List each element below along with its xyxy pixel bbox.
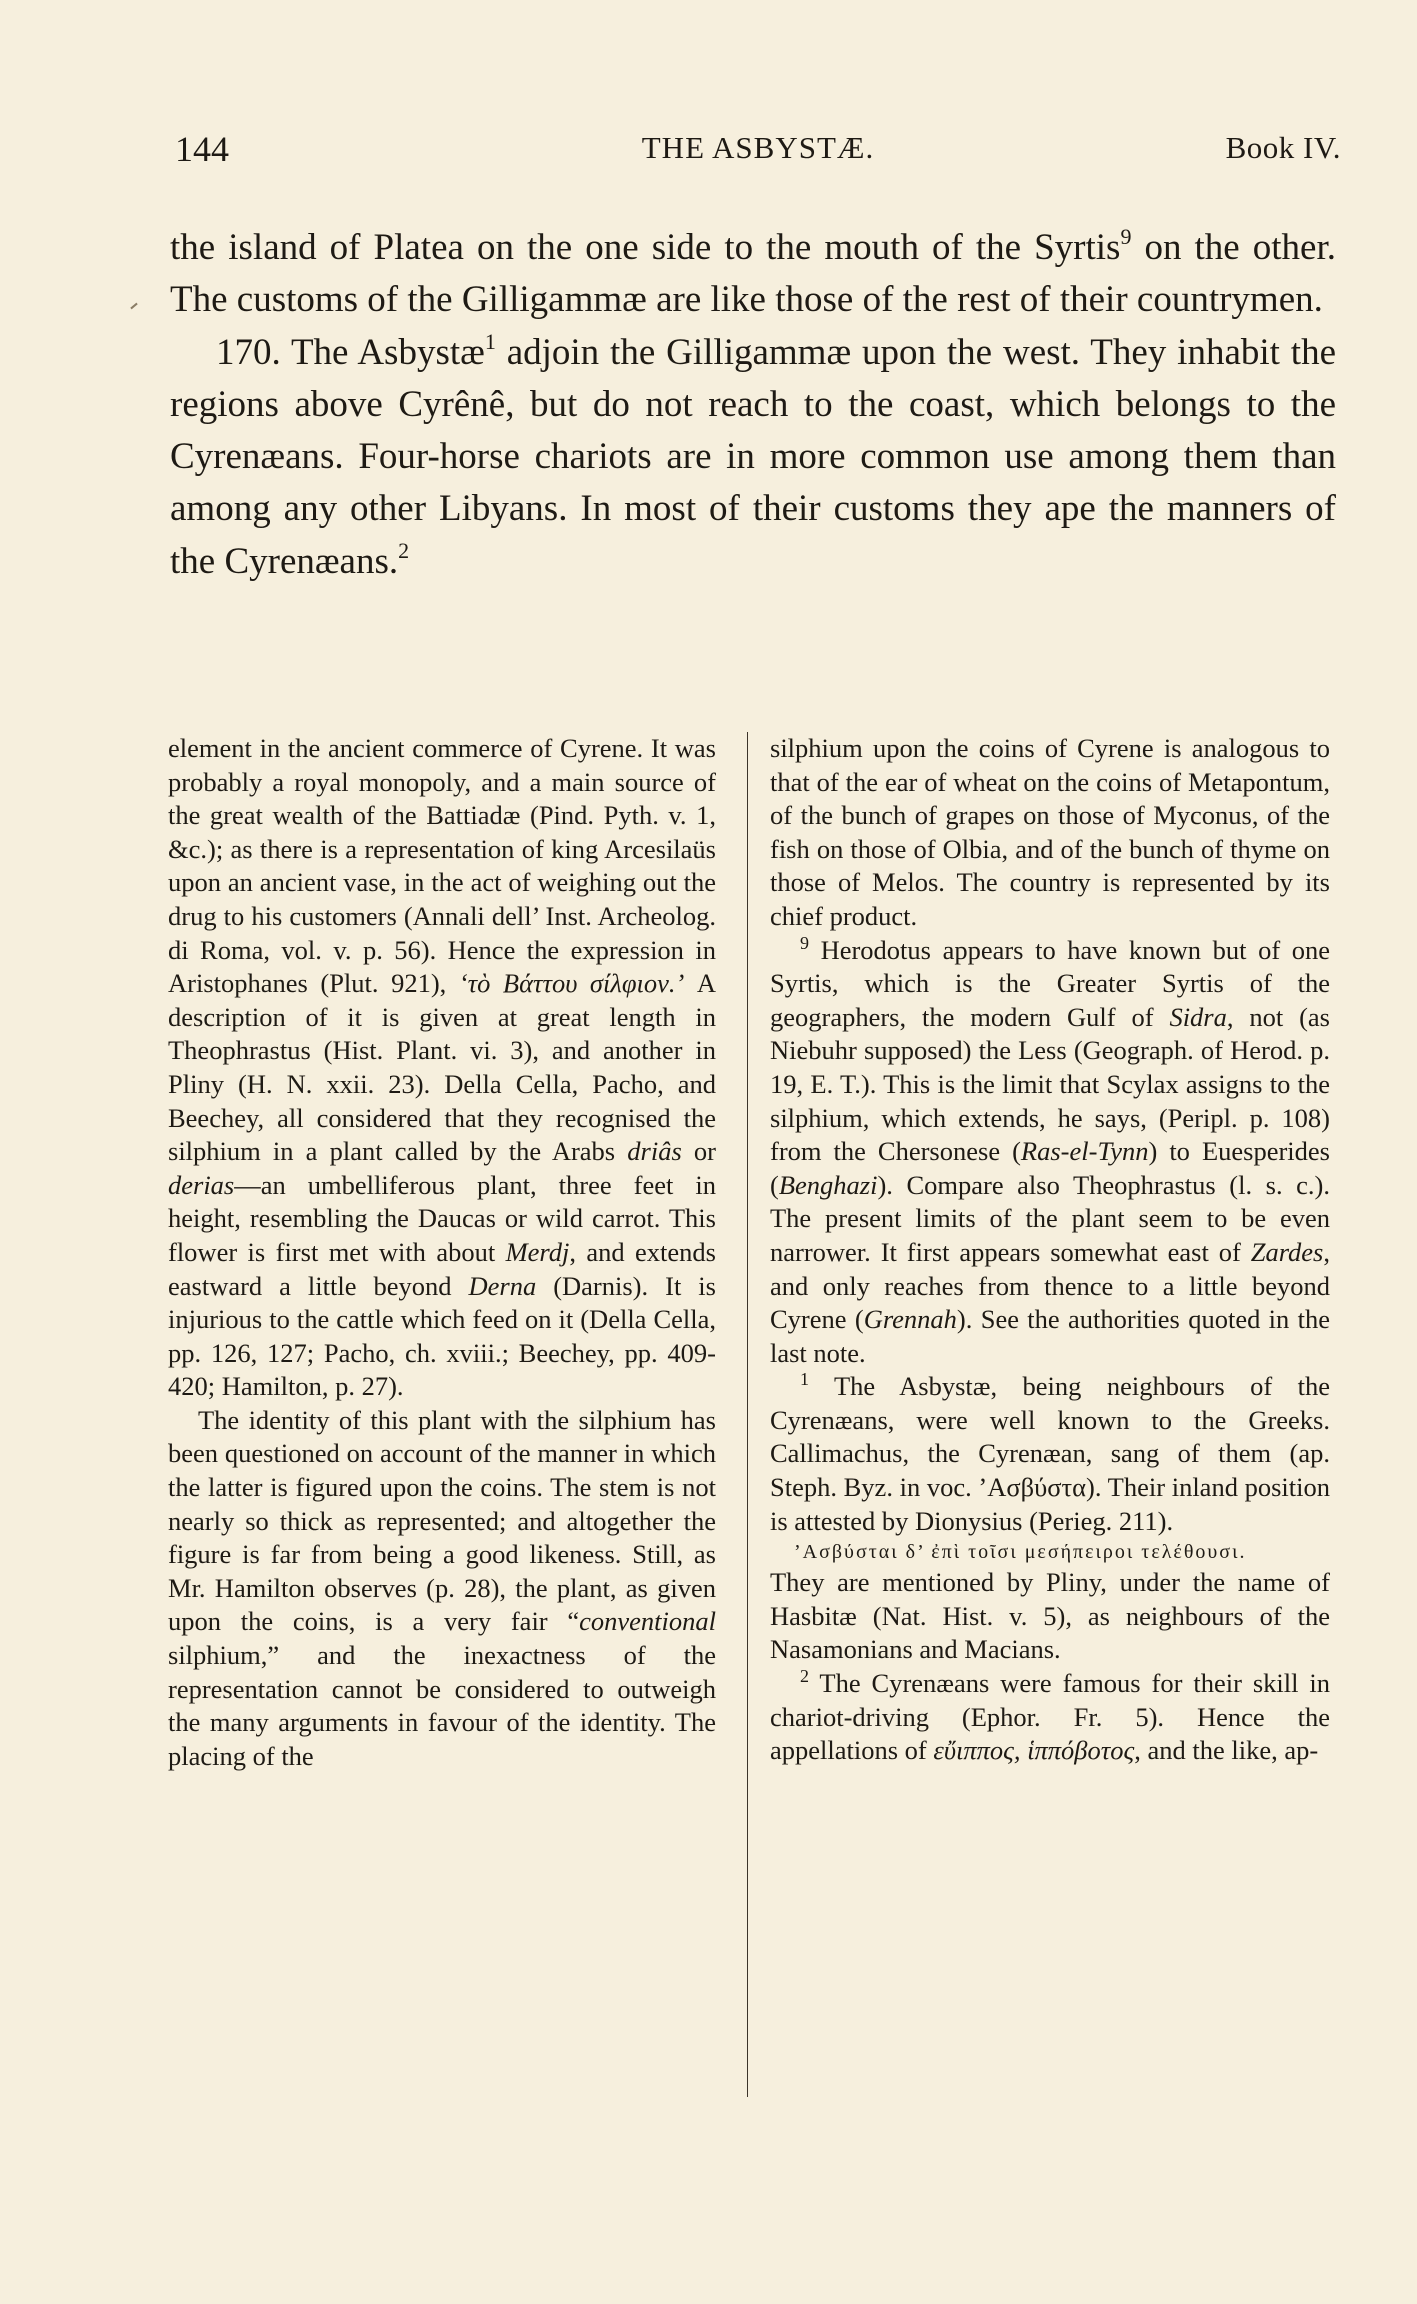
book-label: Book IV. [1225, 130, 1341, 165]
running-head [175, 130, 1341, 180]
text-run: A description of it is given at great length in Theophrastus (Hist. Plant. vi. 3), and another in Pliny (H. N. xxii. 23). Della Cella, Pacho, and Beechey, all considered that they recognised the silphium in a plant called by the Arabs [168, 968, 717, 1167]
text-run: adjoin the Gilligammæ upon the west. They inhabit the regions above Cyrênê, but do not reach to the coast, which belongs to the Cyrenæans. Four-horse chariots are in more common use among them than among any other Libyans. In most of their customs they ape the manners of the Cyrenæans. [170, 331, 1337, 582]
footnote-paragraph [168, 732, 716, 1404]
column-divider [747, 732, 748, 2097]
text-run: The Asbystæ, being neighbours of the Cyrenæans, were well known to the Greeks. Callimachus, the Cyrenæan, sang of them (ap. Steph. Byz. in voc. ’Ασβύστα). Their inland position is attested by Dionysius (Perieg. 211). [770, 1371, 1330, 1536]
footnote-paragraph [168, 1404, 716, 1774]
text-run: , and extends eastward a little beyond [168, 1236, 716, 1301]
text-run: The identity of this plant with the silphium has been questioned on account of the manner in which the latter is figured upon the coins. The stem is not nearly so thick as represented; and altogether the figure is far from being a good likeness. Still, as Mr. Hamilton observes (p. 28), the plant, as given upon the coins, is a very fair “ [168, 1404, 716, 1637]
footnote-paragraph [770, 1566, 1330, 1667]
text-run: ). See the authorities quoted in the last note. [770, 1304, 1330, 1368]
text-run: ). Compare also Theophrastus (l. s. c.). The present limits of the plant seem to be even narrower. It first appears somewhat east of [770, 1169, 1330, 1267]
text-run: the island of Platea on the one side to the mouth of the Syrtis [170, 227, 1121, 268]
italic-text: conventional [579, 1606, 716, 1637]
italic-text: Zardes [1250, 1236, 1324, 1267]
italic-text: εὔιππος, ἱππόβοτος [933, 1735, 1135, 1766]
footnotes [168, 732, 1334, 2112]
footnote-marker: 2 [800, 1666, 809, 1687]
text-run: 170. The Asbystæ [216, 331, 485, 373]
page-title: THE ASBYSTÆ. [641, 130, 875, 165]
text-run: ’Ασβύσται δ’ ἐπὶ τοῖσι μεσήπειροι τελέθουσι. [794, 1541, 1247, 1564]
footnote-marker: 9 [800, 932, 809, 953]
italic-text: driâs [627, 1136, 682, 1167]
text-run: ) to Euesperides ( [770, 1136, 1330, 1200]
text-run: , and the like, ap- [1134, 1735, 1319, 1766]
page-number: 144 [175, 129, 229, 169]
italic-text: ‘τὸ Βάττου σίλφιον.’ [458, 968, 685, 999]
footnote-paragraph [770, 732, 1330, 934]
main-paragraph-2 [170, 327, 1336, 588]
text-run: silphium upon the coins of Cyrene is analogous to that of the ear of wheat on the coins of Metapontum, of the bunch of grapes on those of Myconus, of the fish on those of Olbia, and of the bunch of thyme on those of Melos. The country is represented by its chief product. [770, 733, 1330, 931]
text-run: silphium,” and the inexactness of the representation cannot be considered to outweigh the many arguments in favour of the identity. The placing of the [168, 1640, 716, 1771]
text-run: (Darnis). It is injurious to the cattle which feed on it (Della Cella, pp. 126, 127; Pacho, ch. xviii.; Beechey, pp. 409-420; Hamilton, p. 27). [168, 1270, 716, 1402]
text-run: They are mentioned by Pliny, under the name of Hasbitæ (Nat. Hist. v. 5), as neighbours of the Nasamonians and Macians. [770, 1567, 1330, 1665]
footnote-paragraph [770, 934, 1330, 1371]
italic-text: derias [168, 1169, 235, 1200]
italic-text: Merdj [505, 1236, 570, 1267]
footnote-column-left [168, 732, 716, 1773]
footnote-marker: 1 [484, 328, 496, 354]
italic-text: Ras-el-Tynn [1020, 1136, 1149, 1167]
text-run: The Cyrenæans were famous for their skill in chariot-driving (Ephor. Fr. 5). Hence the appellations of [770, 1668, 1330, 1766]
text-run: or [681, 1136, 716, 1167]
text-run: Herodotus appears to have known but of one Syrtis, which is the Greater Syrtis of the geographers, the modern Gulf of [770, 934, 1330, 1032]
margin-mark [130, 303, 137, 310]
footnote-marker: 9 [1120, 224, 1132, 249]
footnote-marker: 1 [800, 1369, 809, 1390]
italic-text: Benghazi [778, 1169, 878, 1200]
footnote-column-right [770, 732, 1330, 1768]
main-paragraph-1 [170, 222, 1336, 327]
text-run: element in the ancient commerce of Cyrene. It was probably a royal monopoly, and a main source of the great wealth of the Battiadæ (Pind. Pyth. v. 1, &c.); as there is a representation of king Arcesilaüs upon an ancient vase, in the act of weighing out the drug to his customers (Annali dell’ Inst. Archeolog. di Roma, vol. v. p. 56). Hence the expression in Aristophanes (Plut. 921), [168, 733, 716, 999]
text-run: on the other. The customs of the Gilligammæ are like those of the rest of their countrymen. [170, 227, 1336, 321]
italic-text: Grennah [863, 1304, 957, 1335]
greek-quotation [770, 1538, 1330, 1566]
footnote-paragraph [770, 1370, 1330, 1538]
footnote-marker: 2 [398, 537, 410, 563]
italic-text: Derna [468, 1270, 537, 1301]
main-text [170, 222, 1336, 588]
text-run: —an umbelliferous plant, three feet in height, resembling the Daucas or wild carrot. This flower is first met with about [168, 1169, 716, 1267]
text-run: , and only reaches from thence to a little beyond Cyrene ( [770, 1236, 1330, 1335]
footnote-paragraph [770, 1667, 1330, 1768]
text-run: , not (as Niebuhr supposed) the Less (Geograph. of Herod. p. 19, E. T.). This is the limit that Scylax assigns to the silphium, which extends, he says, (Peripl. p. 108) from the Chersonese ( [770, 1001, 1330, 1167]
italic-text: Sidra [1169, 1001, 1227, 1032]
